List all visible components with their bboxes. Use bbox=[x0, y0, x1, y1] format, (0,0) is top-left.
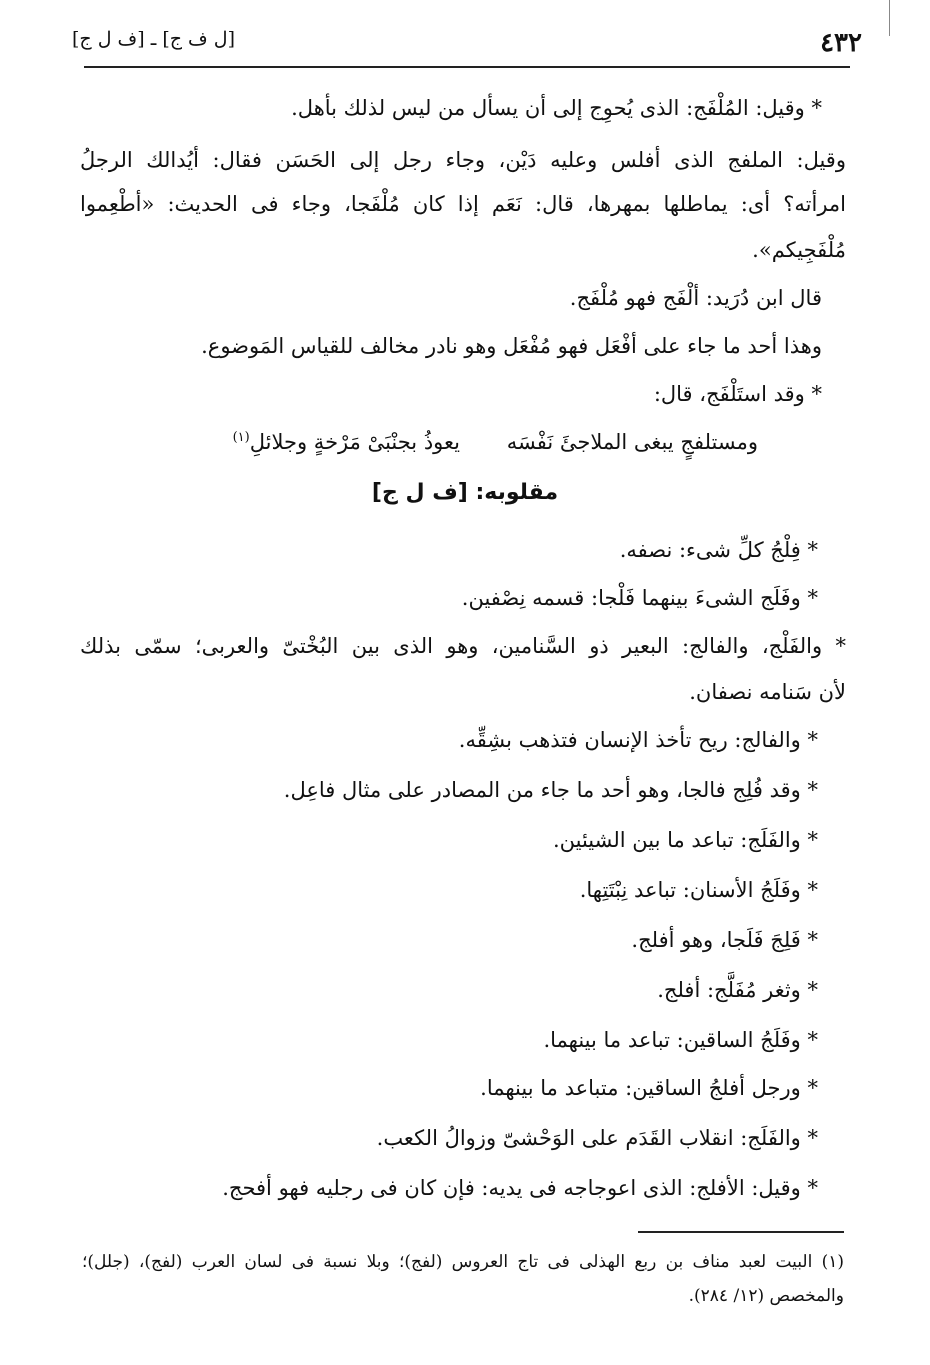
footnote-line: (١) البيت لعبد مناف بن ربع الهذلى فى تاج العروس (لفج)؛ وبلا نسبة فى لسان العرب (لفج)، (جلل)؛ bbox=[82, 1252, 844, 1272]
scan-edge-mark bbox=[889, 0, 890, 36]
entry-line: * وثغر مُفَلَّج: أفلج. bbox=[657, 978, 818, 1002]
root-label: [ل ف ج] ـ [ف ل ج] bbox=[72, 28, 235, 50]
section-heading: مقلوبه: [ف ل ج] bbox=[371, 480, 559, 505]
verse-hemistich-right: ومستلفجٍ يبغى الملاجئَ نَفْسَه bbox=[506, 430, 758, 454]
text-line: وقيل: الملفج الذى أفلس وعليه دَيْن، وجاء رجل إلى الحَسَن فقال: أيُدالك الرجلُ bbox=[80, 148, 846, 172]
entry-line: * وقد فُلِج فالجا، وهو أحد ما جاء من المصادر على مثال فاعِل. bbox=[283, 778, 818, 802]
text-line: قال ابن دُرَيد: ألْفَج فهو مُلْفَج. bbox=[569, 286, 822, 310]
entry-line: * والفَلَج: انقلاب القَدَم على الوَحْشىّ وزوالُ الكعب. bbox=[376, 1126, 818, 1150]
entry-line: * فَلِجَ فَلَجا، وهو أفلج. bbox=[631, 928, 818, 952]
text-line: امرأته؟ أى: يماطلها بمهرها، قال: نَعَم إذا كان مُلْفَجا، وجاء فى الحديث: «أطْعِموا bbox=[80, 192, 846, 216]
entry-line: * وفَلَج الشىءَ بينهما فَلْجا: قسمه نِصْفين. bbox=[461, 586, 818, 610]
page-header bbox=[72, 22, 862, 66]
verse-hemistich-left bbox=[233, 430, 460, 454]
entry-line: * وفَلَجُ الساقين: تباعد ما بينهما. bbox=[543, 1028, 818, 1052]
entry-line: * وقيل: الأفلج: الذى اعوجاجه فى يديه: فإن كان فى رجليه فهو أفحج. bbox=[222, 1176, 818, 1200]
footnote-rule bbox=[638, 1231, 844, 1233]
entry-line: لأن سَنامه نصفان. bbox=[689, 680, 846, 704]
entry-line: * والفالج: ريح تأخذ الإنسان فتذهب بشِقِّه. bbox=[458, 728, 818, 752]
verse-hemistich-left-text: يعوذُ بجنْبَىْ مَرْخةٍ وجلائلِ bbox=[249, 430, 460, 454]
entry-line: * ورجل أفلجُ الساقين: متباعد ما بينهما. bbox=[480, 1076, 818, 1100]
header-rule bbox=[84, 66, 850, 68]
text-line: مُلْفَجِيكم». bbox=[752, 238, 846, 262]
text-line: * وقيل: المُلْفَج: الذى يُحوِج إلى أن يسأل من ليس لذلك بأهل. bbox=[291, 96, 822, 120]
entry-line: * والفَلْج، والفالج: البعير ذو السَّنامين، وهو الذى بين البُخْتىّ والعربى؛ سمّى بذلك bbox=[80, 634, 846, 658]
entry-line: * فِلْجُ كلِّ شىء: نصفه. bbox=[619, 538, 818, 562]
footnote-line: والمخصص (١٢/ ٢٨٤). bbox=[688, 1286, 844, 1306]
page-number: ٤٣٢ bbox=[820, 28, 862, 58]
footnote-ref: (١) bbox=[232, 430, 250, 445]
text-line: وهذا أحد ما جاء على أفْعَل فهو مُفْعَل وهو نادر مخالف للقياس المَوضوع. bbox=[201, 334, 822, 358]
entry-line: * وفَلَجُ الأسنان: تباعد نِبْتَتِها. bbox=[579, 878, 818, 902]
text-line: * وقد استَلْفَج، قال: bbox=[653, 382, 822, 406]
entry-line: * والفَلَج: تباعد ما بين الشيئين. bbox=[552, 828, 818, 852]
